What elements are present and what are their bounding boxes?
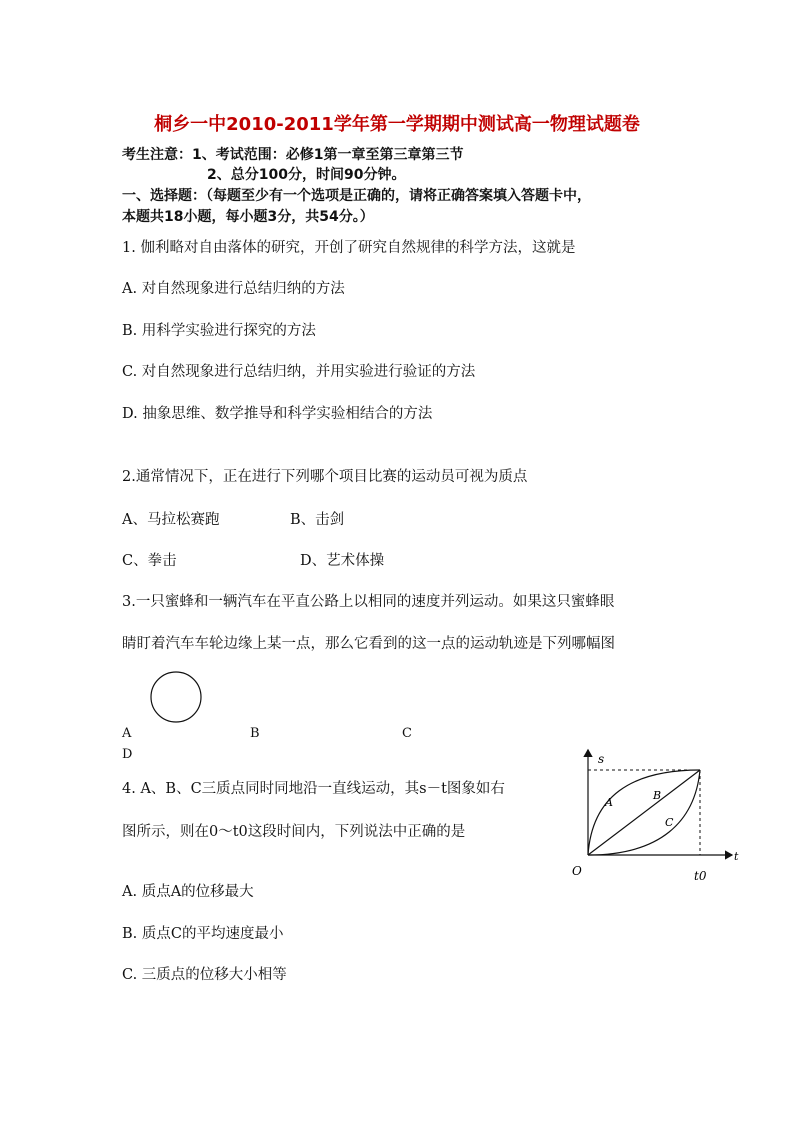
section-heading: 一、选择题：（每题至少有一个选项是正确的，请将正确答案填入答题卡中，	[122, 188, 591, 204]
y-axis-label: s	[598, 752, 605, 766]
question-3-line-1: 3.一只蜜蜂和一辆汽车在平直公路上以相同的速度并列运动。如果这只蜜蜂眼	[122, 594, 615, 610]
question-2-option-c: C、拳击	[122, 553, 177, 569]
notice-line-2: 2、总分100分，时间90分钟。	[207, 167, 406, 183]
question-3-option-d-label: D	[122, 747, 133, 762]
question-3-option-b-label: B	[250, 726, 260, 741]
question-3-line-2: 睛盯着汽车车轮边缘上某一点，那么它看到的这一点的运动轨迹是下列哪幅图	[122, 636, 615, 652]
section-heading-line-2: 本题共18小题，每小题3分，共54分。）	[122, 209, 374, 225]
origin-label: O	[572, 864, 582, 878]
s-t-graph	[560, 742, 760, 887]
question-1-option-a: A. 对自然现象进行总结归纳的方法	[122, 281, 345, 297]
curve-a-label: A	[605, 796, 613, 809]
question-2-option-d: D、艺术体操	[300, 553, 385, 569]
question-3-option-a-label: A	[122, 726, 132, 741]
question-4-line-2: 图所示，则在0～t0这段时间内，下列说法中正确的是	[122, 824, 466, 840]
t0-label: t0	[694, 869, 707, 883]
page-title: 桐乡一中2010-2011学年第一学期期中测试高一物理试题卷	[154, 114, 640, 135]
question-2-option-a: A、马拉松赛跑	[122, 512, 220, 528]
option-a-circle-figure	[148, 670, 204, 724]
question-4-line-1: 4. A、B、C三质点同时同地沿一直线运动，其s－t图象如右	[122, 781, 505, 797]
curve-c-label: C	[665, 816, 674, 829]
question-2-stem: 2.通常情况下，正在进行下列哪个项目比赛的运动员可视为质点	[122, 469, 528, 485]
question-4-option-a: A. 质点A的位移最大	[122, 884, 254, 900]
line-b	[588, 770, 700, 855]
question-1-option-b: B. 用科学实验进行探究的方法	[122, 323, 316, 339]
question-4-option-c: C. 三质点的位移大小相等	[122, 967, 287, 983]
curve-b-label: B	[653, 789, 662, 802]
question-1-stem: 1. 伽利略对自由落体的研究，开创了研究自然规律的科学方法，这就是	[122, 240, 576, 256]
question-2-option-b: B、击剑	[290, 512, 345, 528]
question-3-option-c-label: C	[402, 726, 412, 741]
question-1-option-c: C. 对自然现象进行总结归纳，并用实验进行验证的方法	[122, 364, 476, 380]
x-axis-label: t	[734, 850, 739, 863]
question-1-option-d: D. 抽象思维、数学推导和科学实验相结合的方法	[122, 406, 433, 422]
notice-line-1: 考生注意：1、考试范围：必修1第一章至第三章第三节	[122, 147, 464, 163]
question-4-option-b: B. 质点C的平均速度最小	[122, 926, 284, 942]
